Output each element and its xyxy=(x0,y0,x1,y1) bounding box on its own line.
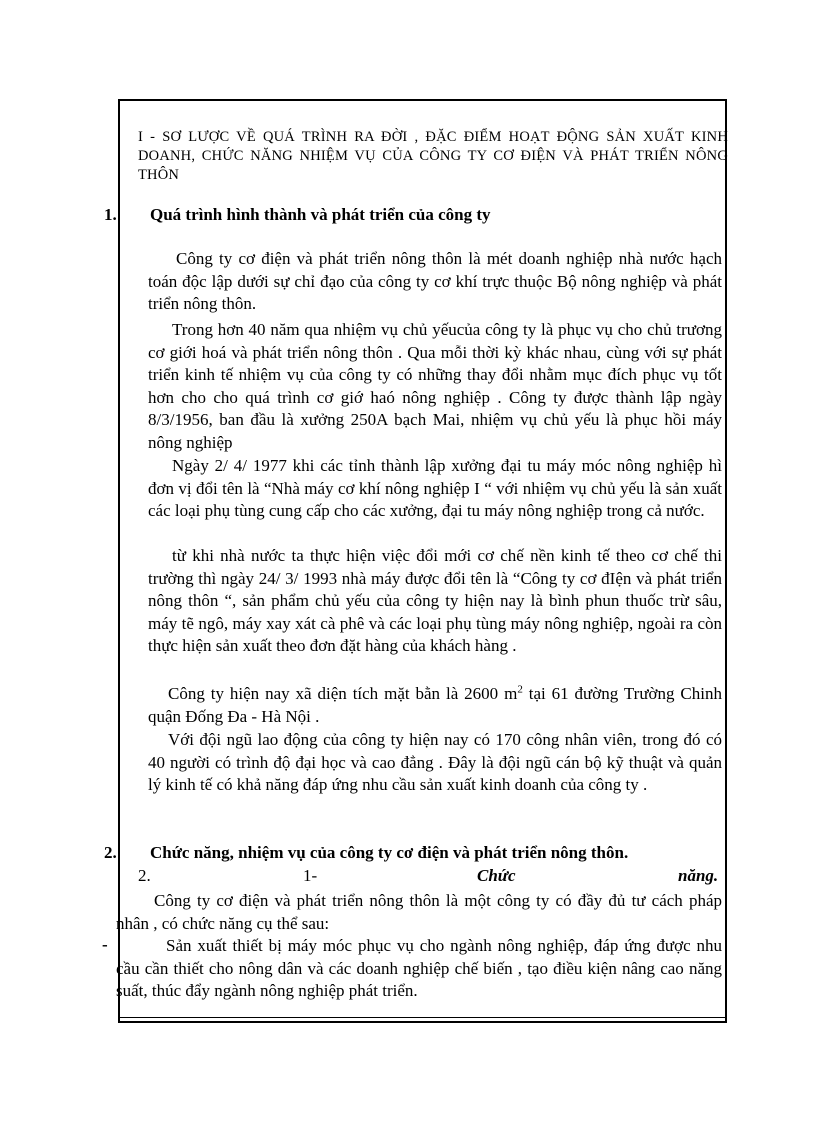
address-text: tại 61 đường Trường Chinh quận Đống Đa - Hà Nội . xyxy=(148,684,722,726)
section-2-title: Chức năng, nhiệm vụ của công ty cơ điện và phát triển nông thôn. xyxy=(150,843,629,862)
area-superscript: 2 xyxy=(517,683,523,696)
subsection-title-word1: Chức xyxy=(477,866,516,885)
bullet-dash: - xyxy=(102,935,108,954)
section-1-title: Quá trình hình thành và phát triển của công ty xyxy=(150,205,491,224)
subsection-number: 2. xyxy=(138,866,151,885)
function-intro: Công ty cơ điện và phát triển nông thôn là một công ty có đầy đủ tư cách pháp nhân , có chức năng cụ thể sau: xyxy=(116,891,722,933)
section-1-number: 1. xyxy=(104,205,117,224)
area-text: Công ty hiện nay xã diện tích mặt bằn là 2600 m xyxy=(168,684,518,703)
section-2-number: 2. xyxy=(104,843,117,862)
function-item: Sản xuất thiết bị máy móc phục vụ cho ngành nông nghiệp, đáp ứng được nhu cầu cần thiết cho nông dân và các doanh nghiệp chế biến , tạo điều kiện nâng cao năng suất, thúc đẩy ngành nông nghiệp phát triển. xyxy=(116,936,722,1000)
paragraph-5 xyxy=(148,683,722,728)
bottom-rule xyxy=(120,1017,725,1018)
part-heading: I - SƠ LƯỢC VỀ QUÁ TRÌNH RA ĐỜI , ĐẶC ĐIỂM HOẠT ĐỘNG SẢN XUẤT KINH DOANH, CHỨC NĂNG NHIỆM VỤ CỦA CÔNG TY CƠ ĐIỆN VÀ PHÁT TRIỂN NÔNG THÔN xyxy=(138,129,728,183)
subsection-index: 1- xyxy=(303,866,318,885)
subsection-title-word2: năng. xyxy=(678,866,719,885)
paragraph-6: Với đội ngũ lao động của công ty hiện nay có 170 công nhân viên, trong đó có 40 người có trình độ đại học và cao đẳng . Đây là đội ngũ cán bộ kỹ thuật và quản lý kinh tế có khả năng đáp ứng nhu cầu sản xuất kinh doanh của công ty . xyxy=(148,730,722,794)
paragraph-4: từ khi nhà nước ta thực hiện việc đổi mới cơ chế nền kinh tế theo cơ chế thi trường thì ngày 24/ 3/ 1993 nhà máy được đổi tên là “Công ty cơ đIện và phát triển nông thôn “, sản phẩm chủ yếu của công ty hiện nay là bình phun thuốc trừ sâu, máy tẽ ngô, máy xay xát cà phê và các loại phụ tùng máy nông nghiệp, ngoài ra còn thực hiện sản xuất theo đơn đặt hàng của khách hàng . xyxy=(148,546,722,655)
paragraph-2: Trong hơn 40 năm qua nhiệm vụ chủ yếucủa công ty là phục vụ cho chủ trương cơ giới hoá và phát triển nông thôn . Qua mỗi thời kỳ khác nhau, cùng với sự phát triển kinh tế nhiệm vụ của công ty có những thay đổi nhằm mục đích phục vụ tốt hơn cho cho quá trình cơ giớ haó nông nghiệp . Công ty được thành lập ngày 8/3/1956, ban đầu là xưởng 250A bạch Mai, nhiệm vụ chủ yếu là phục hồi máy nông nghiệp xyxy=(148,320,722,452)
paragraph-3: Ngày 2/ 4/ 1977 khi các tỉnh thành lập xưởng đại tu máy móc nông nghiệp hì đơn vị đổi tên là “Nhà máy cơ khí nông nghiệp I “ với nhiệm vụ chủ yếu là sản xuất các loại phụ tùng cung cấp cho các xưởng, đại tu máy nông nghiệp trong cả nước. xyxy=(148,456,722,520)
paragraph-1: Công ty cơ điện và phát triển nông thôn là mét doanh nghiệp nhà nước hạch toán độc lập dưới sự chỉ đạo của công ty cơ khí trực thuộc Bộ nông nghiệp và phát triển nông thôn. xyxy=(148,249,722,313)
